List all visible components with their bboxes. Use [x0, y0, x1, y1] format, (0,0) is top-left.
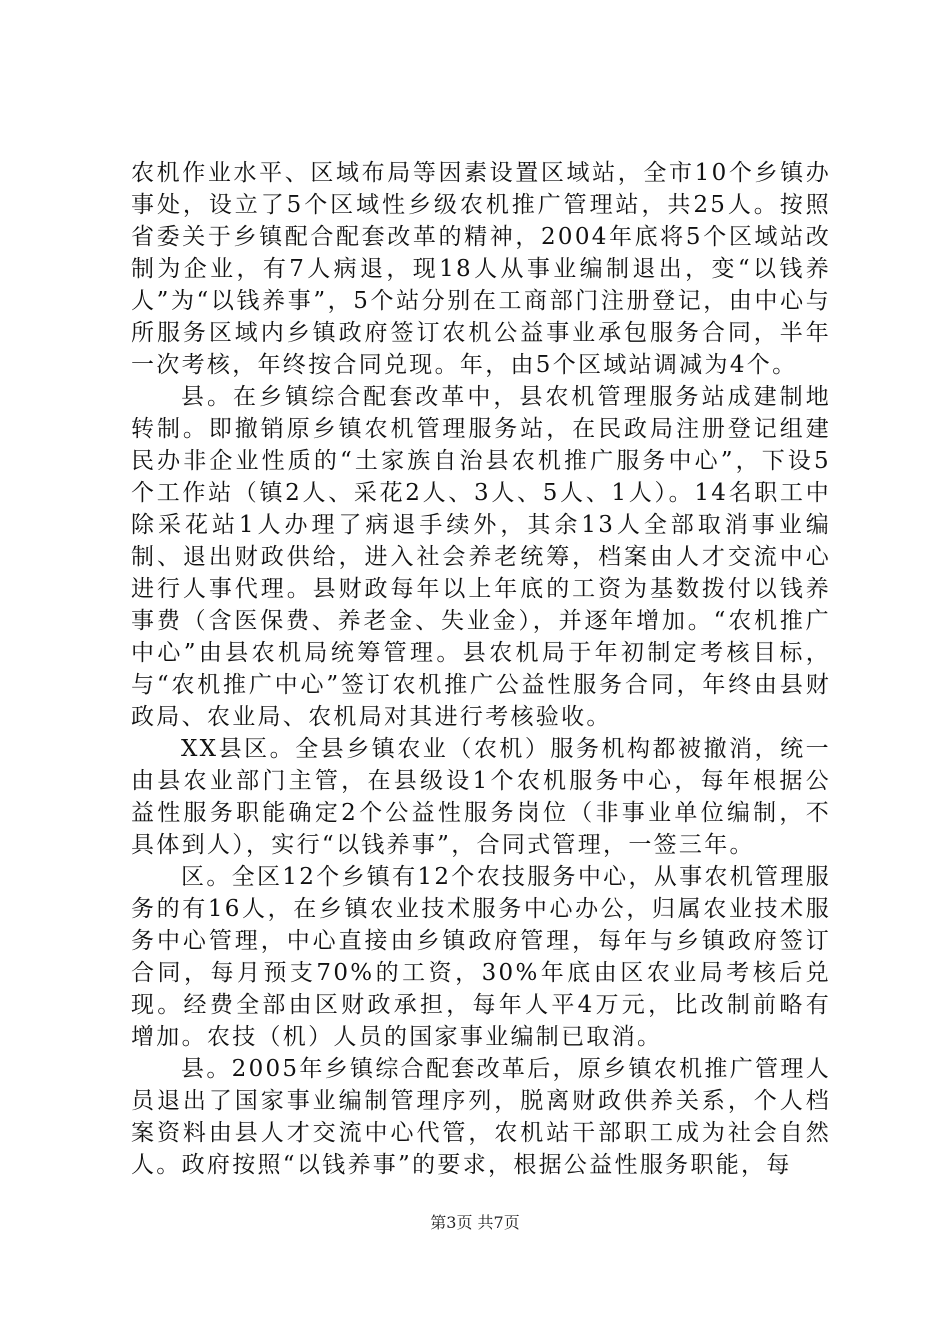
paragraph-county-2005: 县。2005年乡镇综合配套改革后，原乡镇农机推广管理人员退出了国家事业编制管理序列，脱离财政供养关系，个人档案资料由县人才交流中心代管，农机站干部职工成为社会自然人。政府按照“以钱养事”的要求，根据公益性服务职能，每 — [131, 1056, 831, 1178]
paragraph-county-xx: XX县区。全县乡镇农业（农机）服务机构都被撤消，统一由县农业部门主管，在县级设1个农机服务中心，每年根据公益性服务职能确定2个公益性服务岗位（非事业单位编制，不具体到人），实行“以钱养事”，合同式管理，一签三年。 — [131, 736, 831, 858]
page-number: 第3页 共7页 — [430, 1213, 520, 1232]
paragraph-continued: 农机作业水平、区域布局等因素设置区域站，全市10个乡镇办事处，设立了5个区域性乡级农机推广管理站，共25人。按照省委关于乡镇配合配套改革的精神，2004年底将5个区域站改制为企业，有7人病退，现18人从事业编制退出，变“以钱养人”为“以钱养事”，5个站分别在工商部门注册登记，由中心与所服务区域内乡镇政府签订农机公益事业承包服务合同，半年一次考核，年终按合同兑现。年，由5个区域站调减为4个。 — [131, 160, 831, 378]
paragraph-district: 区。全区12个乡镇有12个农技服务中心，从事农机管理服务的有16人，在乡镇农业技术服务中心办公，归属农业技术服务中心管理，中心直接由乡镇政府管理，每年与乡镇政府签订合同，每月预支70%的工资，30%年底由区农业局考核后兑现。经费全部由区财政承担，每年人平4万元，比改制前略有增加。农技（机）人员的国家事业编制已取消。 — [131, 864, 831, 1050]
document-body — [131, 157, 831, 1181]
paragraph-county-1: 县。在乡镇综合配套改革中，县农机管理服务站成建制地转制。即撤销原乡镇农机管理服务站，在民政局注册登记组建民办非企业性质的“土家族自治县农机推广服务中心”，下设5个工作站（镇2人、采花2人、3人、5人、1人）。14名职工中除采花站1人办理了病退手续外，其余13人全部取消事业编制、退出财政供给，进入社会养老统筹，档案由人才交流中心进行人事代理。县财政每年以上年底的工资为基数拨付以钱养事费（含医保费、养老金、失业金），并逐年增加。“农机推广中心”由县农机局统筹管理。县农机局于年初制定考核目标，与“农机推广中心”签订农机推广公益性服务合同，年终由县财政局、农业局、农机局对其进行考核验收。 — [131, 384, 831, 730]
